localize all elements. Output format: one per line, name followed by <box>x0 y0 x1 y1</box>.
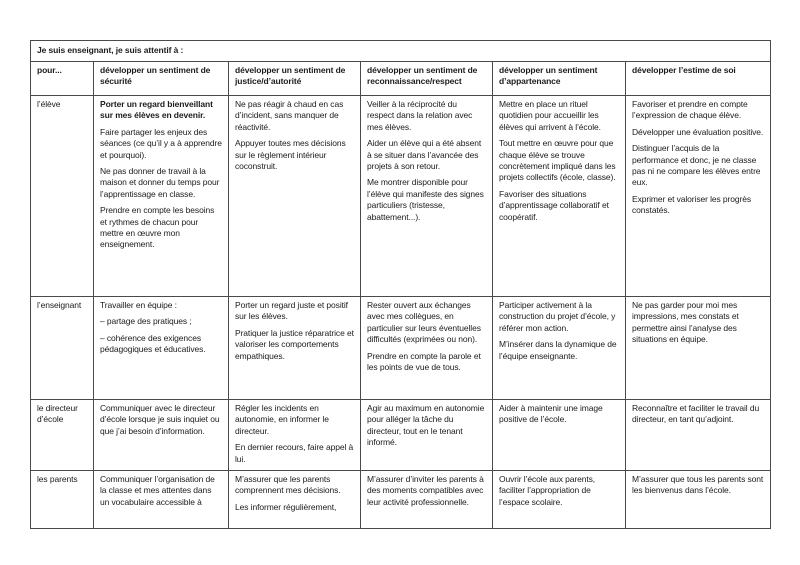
table-cell <box>626 96 771 297</box>
cell-paragraph: Rester ouvert aux échanges avec mes collègues, en particulier sur leurs éventuelles difficultés (exprimées ou non). <box>367 300 481 345</box>
cell-paragraph: Favoriser des situations d’apprentissage collaboratif et coopératif. <box>499 188 609 222</box>
cell-paragraph: M’assurer d’inviter les parents à des moments compatibles avec leur activité professionnelle. <box>367 474 484 507</box>
cell-paragraph: M’insérer dans la dynamique de l’équipe enseignante. <box>499 339 617 361</box>
cell-paragraph: Régler les incidents en autonomie, en informer le directeur. <box>235 403 329 436</box>
table-title: Je suis enseignant, je suis attentif à : <box>31 41 771 62</box>
table-cell <box>229 297 361 400</box>
cell-paragraph: Faire partager les enjeux des séances (ce qu’il y a à apprendre et pourquoi). <box>100 126 222 160</box>
cell-paragraph: Tout mettre en œuvre pour que chaque élève se trouve concrètement impliqué dans les projets collectifs (école, classe). <box>499 138 616 183</box>
table-cell <box>94 400 229 471</box>
table-cell <box>229 96 361 297</box>
table-cell <box>94 297 229 400</box>
cell-paragraph: Ne pas garder pour moi mes impressions, mes constats et permettre ainsi l’analyse des situations en équipe. <box>632 300 739 345</box>
cell-paragraph: – cohérence des exigences pédagogiques et éducatives. <box>100 332 206 355</box>
cell-paragraph: Ne pas réagir à chaud en cas d’incident, sans manquer de réactivité. <box>235 99 344 132</box>
table-cell <box>626 400 771 471</box>
table-cell <box>493 96 626 297</box>
column-header-estime-de-soi: développer l’estime de soi <box>626 62 771 96</box>
table-cell <box>493 400 626 471</box>
cell-paragraph: Communiquer l’organisation de la classe et mes attentes dans un vocabulaire accessible à <box>100 474 215 507</box>
cell-paragraph: Veiller à la réciprocité du respect dans la relation avec mes élèves. <box>367 99 473 132</box>
cell-paragraph: Appuyer toutes mes décisions sur le règlement intérieur coconstruit. <box>235 138 346 172</box>
table-row <box>31 400 771 471</box>
cell-paragraph: En dernier recours, faire appel à lui. <box>235 442 354 464</box>
table-header-row <box>31 62 771 96</box>
cell-paragraph: Ne pas donner de travail à la maison et donner du temps pour l’apprentissage en classe. <box>100 166 220 199</box>
cell-paragraph: Porter un regard juste et positif sur les élèves. <box>235 300 348 322</box>
cell-paragraph: Aider un élève qui a été absent à se situer dans l’avancée des projets à son retour. <box>367 138 482 172</box>
table-row <box>31 471 771 529</box>
cell-paragraph: Communiquer avec le directeur d’école lorsque je suis inquiet ou que j’ai besoin d’information. <box>100 403 220 436</box>
cell-paragraph: Distinguer l’acquis de la performance et donc, je ne classe pas ni ne compare les élèves entre eux. <box>632 143 761 188</box>
table-cell <box>626 471 771 529</box>
table-cell <box>361 400 493 471</box>
table-row <box>31 96 771 297</box>
cell-paragraph: Les informer régulièrement, <box>235 501 337 512</box>
row-label: l’élève <box>31 96 94 297</box>
row-label: l’enseignant <box>31 297 94 400</box>
cell-paragraph: M’assurer que les parents comprennent mes décisions. <box>235 474 341 496</box>
table-cell <box>94 471 229 529</box>
table-cell <box>94 96 229 297</box>
cell-paragraph: Participer activement à la construction du projet d’école, y référer mon action. <box>499 300 616 333</box>
cell-paragraph: Porter un regard bienveillant sur mes élèves en devenir. <box>100 99 213 121</box>
table-cell <box>361 297 493 400</box>
table-cell <box>493 471 626 529</box>
table-cell <box>229 471 361 529</box>
cell-paragraph: Prendre en compte la parole et les points de vue de tous. <box>367 350 481 373</box>
table-title-row <box>31 41 771 62</box>
cell-paragraph: Pratiquer la justice réparatrice et valoriser les comportements empathiques. <box>235 327 354 361</box>
table-row <box>31 297 771 400</box>
cell-paragraph: Travailler en équipe : <box>100 300 177 310</box>
table-cell <box>361 96 493 297</box>
cell-paragraph: Aider à maintenir une image positive de l’école. <box>499 403 603 425</box>
cell-paragraph: Exprimer et valoriser les progrès constatés. <box>632 193 752 216</box>
column-header-pour: pour... <box>31 62 94 96</box>
cell-paragraph: Ouvrir l’école aux parents, faciliter l’appropriation de l’espace scolaire. <box>499 474 596 507</box>
column-header-securite: développer un sentiment de sécurité <box>94 62 229 96</box>
attention-table <box>30 40 771 529</box>
cell-paragraph: Prendre en compte les besoins et rythmes de chacun pour mettre en œuvre mon enseignement. <box>100 205 215 250</box>
cell-paragraph: Me montrer disponible pour l’élève qui manifeste des signes particuliers (tristesse, abattement...). <box>367 177 484 222</box>
table-body <box>31 96 771 529</box>
row-label: le directeur d’école <box>31 400 94 471</box>
row-label: les parents <box>31 471 94 529</box>
column-header-appartenance: développer un sentiment d’appartenance <box>493 62 626 96</box>
cell-paragraph: – partage des pratiques ; <box>100 316 192 327</box>
column-header-reconnaissance-respect: développer un sentiment de reconnaissance/respect <box>361 62 493 96</box>
column-header-justice-autorite: développer un sentiment de justice/d’autorité <box>229 62 361 96</box>
table-cell <box>626 297 771 400</box>
cell-paragraph: Agir au maximum en autonomie pour alléger la tâche du directeur, tout en le tenant informé. <box>367 403 485 448</box>
table-cell <box>361 471 493 529</box>
cell-paragraph: Reconnaître et faciliter le travail du directeur, en tant qu’adjoint. <box>632 403 760 425</box>
cell-paragraph: Développer une évaluation positive. <box>632 126 764 137</box>
cell-paragraph: Mettre en place un rituel quotidien pour accueillir les élèves qui arrivent à l’école. <box>499 99 601 132</box>
cell-paragraph: Favoriser et prendre en compte l’expression de chaque élève. <box>632 99 748 121</box>
table-cell <box>229 400 361 471</box>
cell-paragraph: M’assurer que tous les parents sont les bienvenus dans l’école. <box>632 474 764 496</box>
table-cell <box>493 297 626 400</box>
